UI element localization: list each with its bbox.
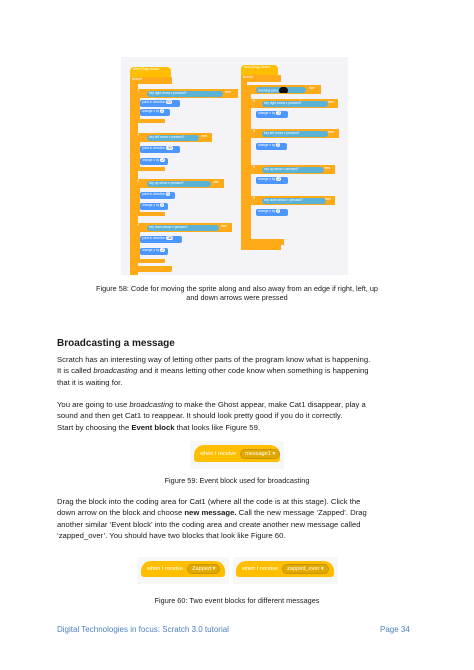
figure-58-caption [40,284,434,302]
touching-color-condition: touching color [256,87,306,93]
figure-59-image [190,441,284,469]
then-label: then [213,180,220,184]
key-pressed-condition: key right arrow ▾ pressed? [262,101,328,107]
if-block: if [135,179,224,188]
when-i-receive-block: when I receive Zapped ▾ [141,561,225,577]
figure-60-image-left [137,557,229,584]
forever-block: forever [130,77,172,84]
key-pressed-condition: key down arrow ▾ pressed? [262,198,326,204]
figure-60-image-right [233,557,338,584]
paragraph-1: Scratch has an interesting way of letting other parts of the program know what is happening. It is called broadcasting and it means letting other code know when something is happening that it is waiting for. [57,355,371,387]
if-block: if [251,99,338,108]
key-pressed-condition: key left arrow ▾ pressed? [147,135,199,141]
when-flag-clicked-block: when [flag] clicked [130,67,171,77]
point-direction-block: point in direction 90 [140,100,180,107]
then-label: then [225,90,232,94]
then-label: then [324,166,331,170]
forever-block-end [130,266,172,272]
then-label: then [328,100,335,104]
key-pressed-condition: key down arrow ▾ pressed? [147,225,219,231]
footer-page-number: Page 34 [380,625,410,634]
figure-60-caption: Figure 60: Two event blocks for different messages [154,596,320,605]
key-pressed-condition: key right arrow ▾ pressed? [147,91,223,97]
key-pressed-condition: key left arrow ▾ pressed? [262,131,328,137]
change-by-block: change x by 2 [140,109,170,116]
if-block: if [135,133,212,142]
if-block: if [251,165,335,174]
if-block: if [135,89,238,98]
when-flag-clicked-block: when [flag] clicked [241,65,278,75]
then-label: then [328,130,335,134]
message-dropdown: zapped_over ▾ [282,564,329,574]
change-by-block: change x by -2 [256,111,288,118]
then-label: then [221,224,228,228]
then-label: then [309,86,316,90]
change-by-block: change y by -2 [140,248,168,255]
message-dropdown: Zapped ▾ [187,564,220,574]
then-label: then [201,134,208,138]
paragraph-4: Drag the block into the coding area for Cat1 (where all the code is at this stage). Click the down arrow on the block and choose new message. Call the new message ‘Zapped’. Drag another similar ‘Event block’ into the coding area and create another new message called ‘zapped_over’. You should have two blocks that look like Figure 60. [57,497,367,541]
change-by-block: change y by 2 [140,203,168,210]
color-swatch-icon [279,87,288,93]
if-block-end [135,167,165,171]
figure-58-code-image [121,57,348,275]
footer-title: Digital Technologies in focus: Scratch 3.0 tutorial [57,625,229,634]
change-by-block: change x by 2 [256,143,287,150]
message-dropdown: message1 ▾ [240,449,280,459]
change-by-block: change x by -2 [140,158,168,165]
when-i-receive-block: when I receive zapped_over ▾ [236,561,334,577]
point-direction-block: point in direction -90 [140,146,180,153]
then-label: then [325,197,332,201]
paragraph-3: Start by choosing the Event block that looks like Figure 59. [57,423,260,432]
key-pressed-condition: key up arrow ▾ pressed? [147,181,211,187]
if-block-end [135,259,165,263]
if-block-end [135,212,165,216]
when-i-receive-block: when I receive message1 ▾ [194,445,280,462]
change-by-block: change y by 2 [256,209,288,216]
caption-line-2: and down arrows were pressed [186,293,288,302]
figure-59-caption: Figure 59: Event block used for broadcasting [164,476,310,485]
if-block-end [135,119,165,123]
forever-block-end [241,245,281,250]
section-heading: Broadcasting a message [57,338,175,349]
paragraph-2: You are going to use broadcasting to make the Ghost appear, make Cat1 disappear, play a sound and then get Cat1 to reappear. It should look pretty good if you do it correctly. [57,400,366,421]
point-direction-block: point in direction 0 [140,192,175,199]
if-block: if [251,196,335,205]
caption-line-1: Figure 58: Code for moving the sprite along and also away from an edge if right, left, up [96,284,378,293]
forever-block: forever [241,75,281,82]
if-block: if [251,129,339,138]
change-by-block: change y by -2 [256,177,288,184]
if-block: if [135,223,232,232]
key-pressed-condition: key up arrow ▾ pressed? [262,167,324,173]
point-direction-block: point in direction 180 [140,236,182,243]
